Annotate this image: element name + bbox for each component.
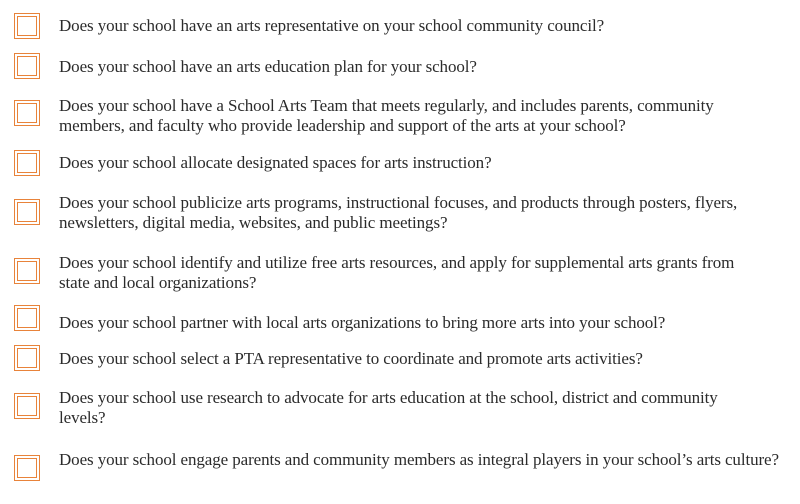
question-text: Does your school select a PTA representative to coordinate and promote arts activities? bbox=[59, 349, 643, 368]
question-text: Does your school publicize arts programs, instructional focuses, and products through posters, flyers, newsletters, digital media, websites, and public meetings? bbox=[59, 193, 738, 232]
question-text: Does your school engage parents and community members as integral players in your school’s arts culture? bbox=[59, 450, 779, 469]
checkbox[interactable] bbox=[14, 305, 40, 331]
checkbox[interactable] bbox=[14, 53, 40, 79]
checkbox[interactable] bbox=[14, 13, 40, 39]
question-text: Does your school have an arts representative on your school community council? bbox=[59, 16, 605, 35]
question-text: Does your school have a School Arts Team that meets regularly, and includes parents, community members, and faculty who provide leadership and support of the arts at your school? bbox=[59, 96, 714, 135]
checkbox[interactable] bbox=[14, 258, 40, 284]
question-text: Does your school identify and utilize free arts resources, and apply for supplemental arts grants from state and local organizations? bbox=[59, 253, 735, 292]
checkbox[interactable] bbox=[14, 455, 40, 481]
question-text: Does your school allocate designated spaces for arts instruction? bbox=[59, 153, 492, 172]
checkbox[interactable] bbox=[14, 345, 40, 371]
checkbox[interactable] bbox=[14, 100, 40, 126]
checkbox[interactable] bbox=[14, 199, 40, 225]
question-text: Does your school partner with local arts organizations to bring more arts into your school? bbox=[59, 313, 666, 332]
checkbox[interactable] bbox=[14, 393, 40, 419]
checkbox[interactable] bbox=[14, 150, 40, 176]
question-text: Does your school use research to advocate for arts education at the school, district and community levels? bbox=[59, 388, 718, 427]
question-text: Does your school have an arts education plan for your school? bbox=[59, 57, 477, 76]
